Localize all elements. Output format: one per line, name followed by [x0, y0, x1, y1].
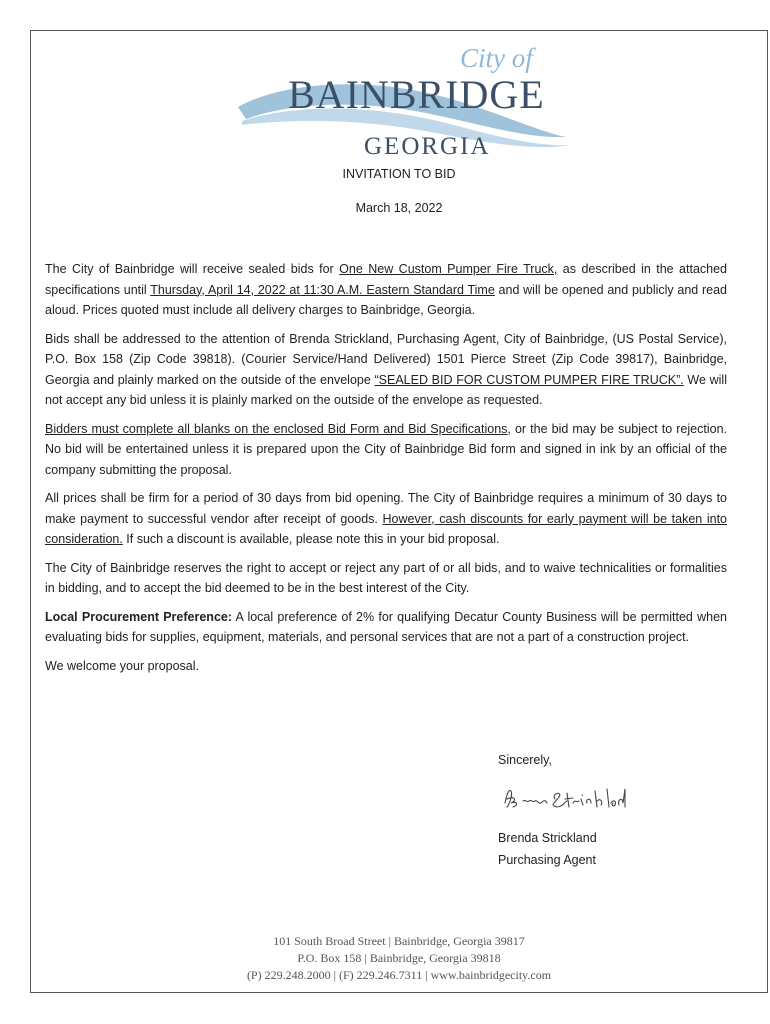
logo-city-name: BAINBRIDGE	[288, 72, 545, 117]
document-title: INVITATION TO BID	[342, 167, 456, 181]
signatory-block	[498, 827, 597, 871]
letter-body	[45, 259, 727, 684]
footer-contact: (P) 229.248.2000 | (F) 229.246.7311 | www.bainbridgecity.com	[246, 968, 552, 982]
handwritten-signature	[501, 783, 631, 813]
footer-po-box: P.O. Box 158 | Bainbridge, Georgia 39818	[297, 951, 501, 965]
signatory-name: Brenda Strickland	[498, 831, 597, 845]
logo-city-of: City of	[460, 43, 533, 73]
letterhead-footer	[31, 933, 767, 984]
document-date: March 18, 2022	[355, 201, 443, 215]
signatory-title: Purchasing Agent	[498, 853, 596, 867]
paragraph-4: All prices shall be firm for a period of 30 days from bid opening. The City of Bainbridge requires a minimum of 30 days to make payment to successful vendor after receipt of goods. However, cash discounts for early payment will be taken into consideration. If such a discount is available, please note this in your bid proposal.	[45, 491, 727, 546]
paragraph-6: Local Procurement Preference: A local preference of 2% for qualifying Decatur County Business will be permitted when evaluating bids for supplies, equipment, materials, and personal services that are not a part of a construction project.	[45, 609, 727, 644]
paragraph-1: The City of Bainbridge will receive sealed bids for One New Custom Pumper Fire Truck, as described in the attached specifications until Thursday, April 14, 2022 at 11:30 A.M. Eastern Standard Time and will be opened and publicly and read aloud. Prices quoted must include all delivery charges to Bainbridge, Georgia.	[45, 262, 728, 317]
paragraph-3: Bidders must complete all blanks on the enclosed Bid Form and Bid Specifications, or the bid may be subject to rejection. No bid will be entertained unless it is prepared upon the City of Bainbridge Bid form and signed in ink by an official of the company submitting the proposal.	[45, 421, 727, 477]
letter-page	[30, 30, 768, 993]
paragraph-2: Bids shall be addressed to the attention of Brenda Strickland, Purchasing Agent, City of Bainbridge, (US Postal Service), P.O. Box 158 (Zip Code 39818). (Courier Service/Hand Delivered) 1501 Pierce Street (Zip Code 39817), Bainbridge, Georgia and plainly marked on the outside of the envelope “SEALED BID FOR CUSTOM PUMPER FIRE TRUCK”. We will not accept any bid unless it is plainly marked on the outside of the envelope as requested.	[45, 331, 727, 407]
city-logo	[236, 43, 576, 163]
paragraph-7: We welcome your proposal.	[45, 658, 200, 673]
paragraph-5: The City of Bainbridge reserves the right to accept or reject any part of or all bids, and to waive technicalities or formalities in bidding, and to accept the bid deemed to be in the best interest of the City.	[45, 560, 727, 595]
footer-street-address: 101 South Broad Street | Bainbridge, Georgia 39817	[273, 934, 525, 948]
salutation: Sincerely,	[498, 753, 552, 767]
logo-state: GEORGIA	[364, 133, 491, 160]
